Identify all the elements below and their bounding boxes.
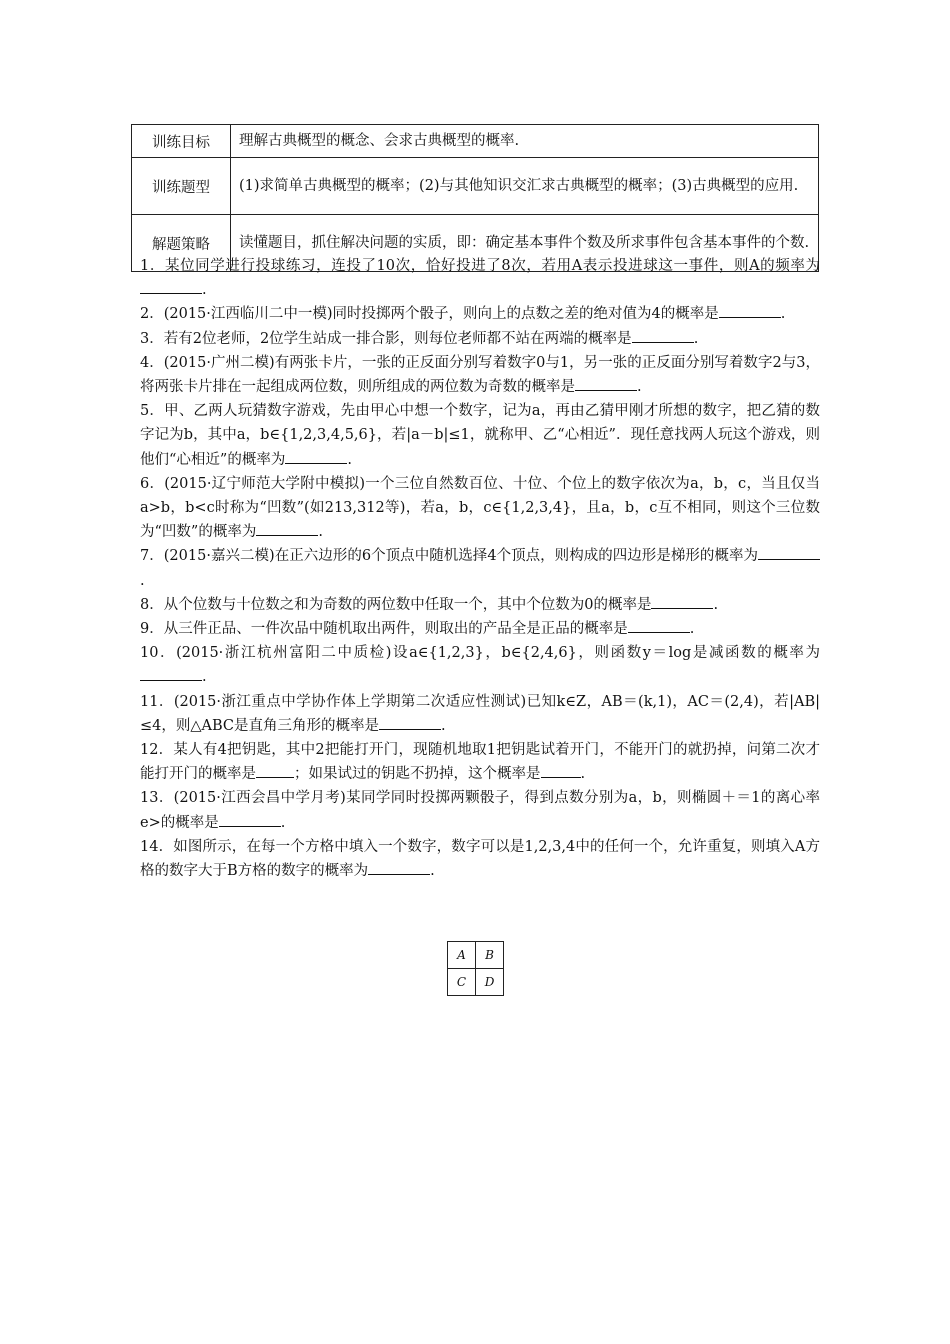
problem-1 — [140, 254, 820, 302]
problem-list — [140, 254, 820, 883]
problem-text: 1．某位同学进行投球练习，连投了10次，恰好投进了8次，若用A表示投进球这一事件，则A的频率为 — [140, 258, 820, 274]
answer-blank — [379, 714, 441, 730]
answer-blank — [719, 302, 781, 318]
problem-11 — [140, 690, 820, 738]
problem-text: 7．(2015·嘉兴二模)在正六边形的6个顶点中随机选择4个顶点，则构成的四边形是梯形的概率为 — [140, 548, 758, 565]
answer-blank — [541, 762, 581, 778]
problem-end: . — [202, 282, 207, 299]
problem-8 — [140, 593, 820, 617]
problem-text: 2．(2015·江西临川二中一模)同时投掷两个骰子，则向上的点数之差的绝对值为4的概率是 — [140, 306, 719, 323]
answer-blank — [256, 762, 294, 778]
row-label: 解题策略 — [132, 215, 231, 272]
problem-7 — [140, 544, 820, 592]
problem-14 — [140, 835, 820, 883]
grid-row — [448, 942, 504, 969]
answer-blank — [140, 278, 202, 294]
row-value: (1)求简单古典概型的概率；(2)与其他知识交汇求古典概型的概率；(3)古典概型的应用. — [231, 158, 819, 215]
answer-blank — [651, 593, 713, 609]
grid-cell-d: D — [476, 969, 504, 996]
problem-9 — [140, 617, 820, 641]
answer-blank — [758, 544, 820, 560]
problem-3 — [140, 327, 820, 351]
answer-blank — [575, 375, 637, 391]
answer-blank — [632, 327, 694, 343]
problem-text: 13．(2015·江西会昌中学月考)某同学同时投掷两颗骰子，得到点数分别为a，b，则椭圆＋＝1的离心率e>的概率是 — [140, 790, 820, 831]
problem-text: 11．(2015·浙江重点中学协作体上学期第二次适应性测试)已知k∈Z，AB＝(k,1)，AC＝(2,4)，若|AB|≤4，则△ABC是直角三角形的概率是 — [140, 693, 820, 734]
grid-cell-a: A — [448, 942, 476, 969]
problem-text: 12．某人有4把钥匙，其中2把能打开门，现随机地取1把钥匙试着开门，不能开门的就扔掉，问第二次才能打开门的概率是 — [140, 742, 820, 783]
problem-end: . — [441, 717, 446, 734]
answer-blank — [256, 520, 318, 536]
grid-cell-c: C — [448, 969, 476, 996]
problem-end: . — [318, 524, 323, 541]
problem-end: . — [693, 330, 699, 347]
problem-end: . — [430, 863, 435, 880]
problem-4 — [140, 351, 820, 399]
problem-text: 4．(2015·广州二模)有两张卡片，一张的正反面分别写着数字0与1，另一张的正反面分别写着数字2与3，将两张卡片排在一起组成两位数，则所组成的两位数为奇数的概率是 — [140, 354, 820, 396]
row-value: 读懂题目，抓住解决问题的实质，即：确定基本事件个数及所求事件包含基本事件的个数. — [231, 215, 819, 272]
problem-mid: ；如果试过的钥匙不扔掉，这个概率是 — [294, 766, 541, 783]
problem-end: . — [580, 766, 586, 783]
problem-13 — [140, 786, 820, 834]
problem-12 — [140, 738, 820, 786]
table-row — [132, 125, 819, 158]
problem-end: . — [713, 596, 719, 613]
problem-end: . — [140, 572, 145, 589]
problem-end: . — [689, 621, 695, 638]
grid-row — [448, 969, 504, 996]
problem-text: 5．甲、乙两人玩猜数字游戏，先由甲心中想一个数字，记为a，再由乙猜甲刚才所想的数字，把乙猜的数字记为b，其中a，b∈{1,2,3,4,5,6}，若|a－b|≤1，就称甲、乙“心相近”．现任意找两人玩这个游戏，则他们“心相近”的概率为 — [140, 403, 820, 468]
grid-cell-b: B — [476, 942, 504, 969]
problem-text: 10．(2015·浙江杭州富阳二中质检)设a∈{1,2,3}，b∈{2,4,6}，则函数y＝log是减函数的概率为 — [140, 645, 820, 662]
problem-end: . — [347, 451, 352, 468]
problem-end: . — [202, 669, 207, 686]
answer-blank — [140, 665, 202, 681]
problem-end: . — [637, 379, 642, 396]
training-info-table — [131, 124, 819, 272]
problem-10 — [140, 641, 820, 689]
problem-end: . — [780, 306, 786, 323]
answer-blank — [628, 617, 690, 633]
problem-6 — [140, 472, 820, 545]
problem-text: 3．若有2位老师，2位学生站成一排合影，则每位老师都不站在两端的概率是 — [140, 330, 632, 347]
table-row — [132, 158, 819, 215]
answer-blank — [219, 811, 281, 827]
problem-end: . — [280, 814, 286, 831]
problem-5 — [140, 399, 820, 472]
problem-text: 8．从个位数与十位数之和为奇数的两位数中任取一个，其中个位数为0的概率是 — [140, 596, 652, 613]
answer-blank — [368, 859, 430, 875]
row-value: 理解古典概型的概念、会求古典概型的概率. — [231, 125, 819, 158]
problem-2 — [140, 302, 820, 326]
row-label: 训练目标 — [132, 125, 231, 158]
answer-blank — [285, 448, 347, 464]
abcd-grid-figure — [447, 941, 504, 996]
problem-text: 14．如图所示，在每一个方格中填入一个数字，数字可以是1,2,3,4中的任何一个，允许重复，则填入A方格的数字大于B方格的数字的概率为 — [140, 838, 820, 880]
problem-text: 6．(2015·辽宁师范大学附中模拟)一个三位自然数百位、十位、个位上的数字依次为a，b，c，当且仅当a>b，b<c时称为“凹数”(如213,312等)，若a，b，c∈{1,2,3,4}，且a，b，c互不相同，则这个三位数为“凹数”的概率为 — [140, 475, 820, 541]
row-label: 训练题型 — [132, 158, 231, 215]
problem-text: 9．从三件正品、一件次品中随机取出两件，则取出的产品全是正品的概率是 — [140, 621, 628, 638]
